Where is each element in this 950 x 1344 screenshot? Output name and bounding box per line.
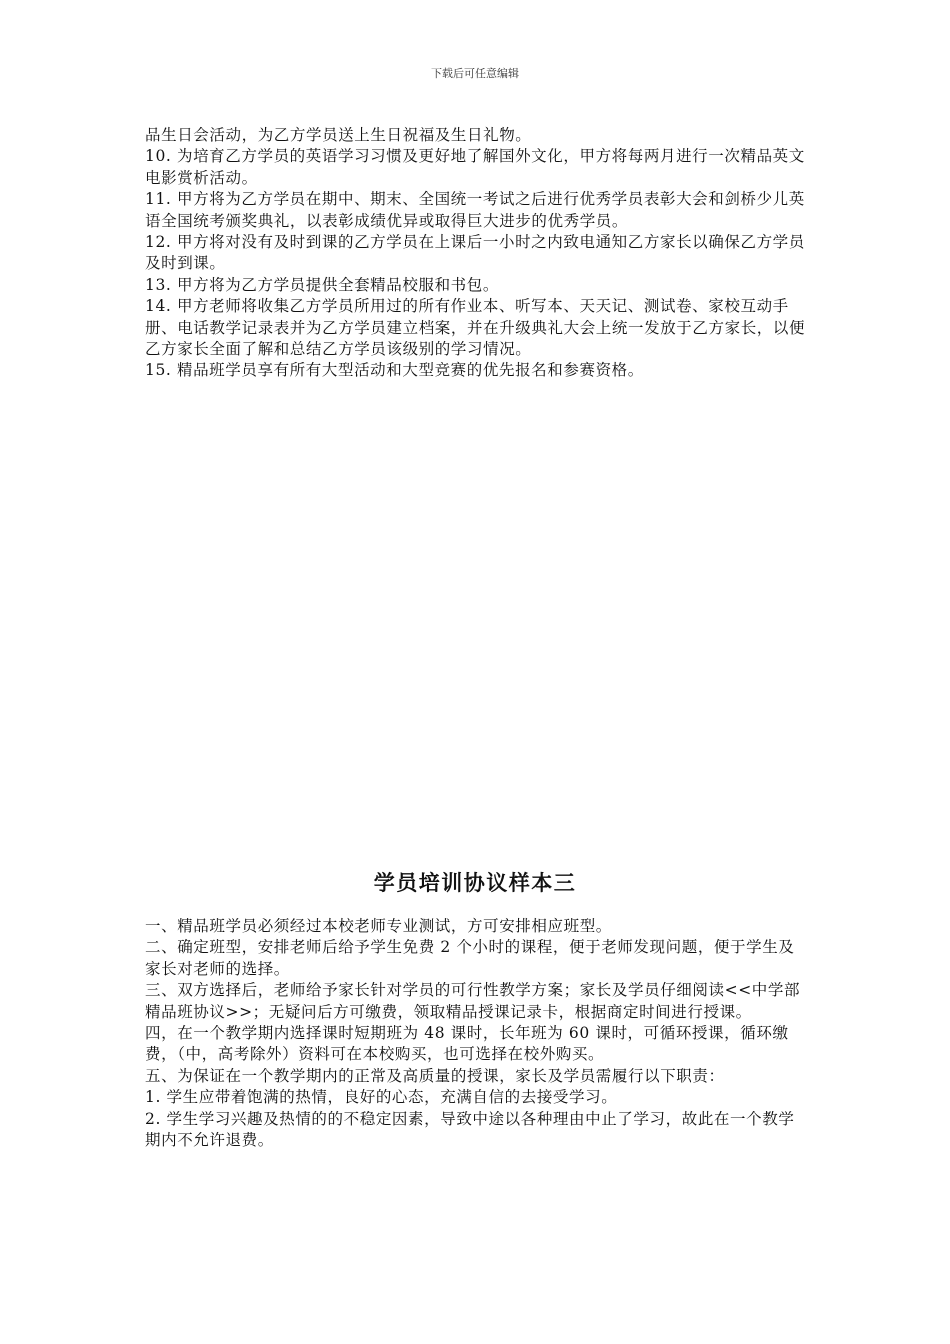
paragraph: 11. 甲方将为乙方学员在期中、期末、全国统一考试之后进行优秀学员表彰大会和剑桥少儿英语全国统考颁奖典礼，以表彰成绩优异或取得巨大进步的优秀学员。	[145, 190, 805, 230]
paragraph: 四，在一个教学期内选择课时短期班为 48 课时，长年班为 60 课时，可循环授课，循环缴费，（中，高考除外）资料可在本校购买，也可选择在校外购买。	[145, 1024, 789, 1064]
paragraph: 13. 甲方将为乙方学员提供全套精品校服和书包。	[145, 275, 499, 294]
paragraph: 品生日会活动，为乙方学员送上生日祝福及生日礼物。	[145, 126, 532, 144]
paragraph: 14. 甲方老师将收集乙方学员所用过的所有作业本、听写本、天天记、测试卷、家校互动手册、电话教学记录表并为乙方学员建立档案，并在升级典礼大会上统一发放于乙方家长，以便乙方家长全面了解和总结乙方学员该级别的学习情况。	[145, 297, 806, 359]
paragraph: 15. 精品班学员享有所有大型活动和大型竞赛的优先报名和参赛资格。	[145, 361, 644, 380]
section-title: 学员培训协议样本三	[373, 871, 577, 895]
section-agreement-sample-three	[145, 916, 810, 1151]
paragraph: 10. 为培育乙方学员的英语学习习惯及更好地了解国外文化，甲方将每两月进行一次精品英文电影赏析活动。	[145, 147, 805, 187]
paragraph: 1. 学生应带着饱满的热情，良好的心态，充满自信的去接受学习。	[145, 1088, 618, 1107]
paragraph: 2. 学生学习兴趣及热情的的不稳定因素，导致中途以各种理由中止了学习，故此在一个教学期内不允许退费。	[145, 1109, 795, 1150]
paragraph: 二、确定班型，安排老师后给予学生免费 2 个小时的课程，便于老师发现问题，便于学生及 家长对老师的选择。	[145, 938, 795, 978]
paragraph: 五、为保证在一个教学期内的正常及高质量的授课，家长及学员需履行以下职责：	[145, 1066, 725, 1085]
paragraph: 一、精品班学员必须经过本校老师专业测试，方可安排相应班型。	[145, 917, 612, 935]
paragraph: 三、双方选择后，老师给予家长针对学员的可行性教学方案；家长及学员仔细阅读<<中学部精品班协议>>；无疑问后方可缴费，领取精品授课记录卡，根据商定时间进行授课。	[145, 981, 801, 1021]
paragraph: 12. 甲方将对没有及时到课的乙方学员在上课后一小时之内致电通知乙方家长以确保乙方学员及时到课。	[145, 233, 805, 273]
section-continued-terms	[145, 125, 810, 382]
page-header-note: 下载后可任意编辑	[431, 67, 519, 80]
